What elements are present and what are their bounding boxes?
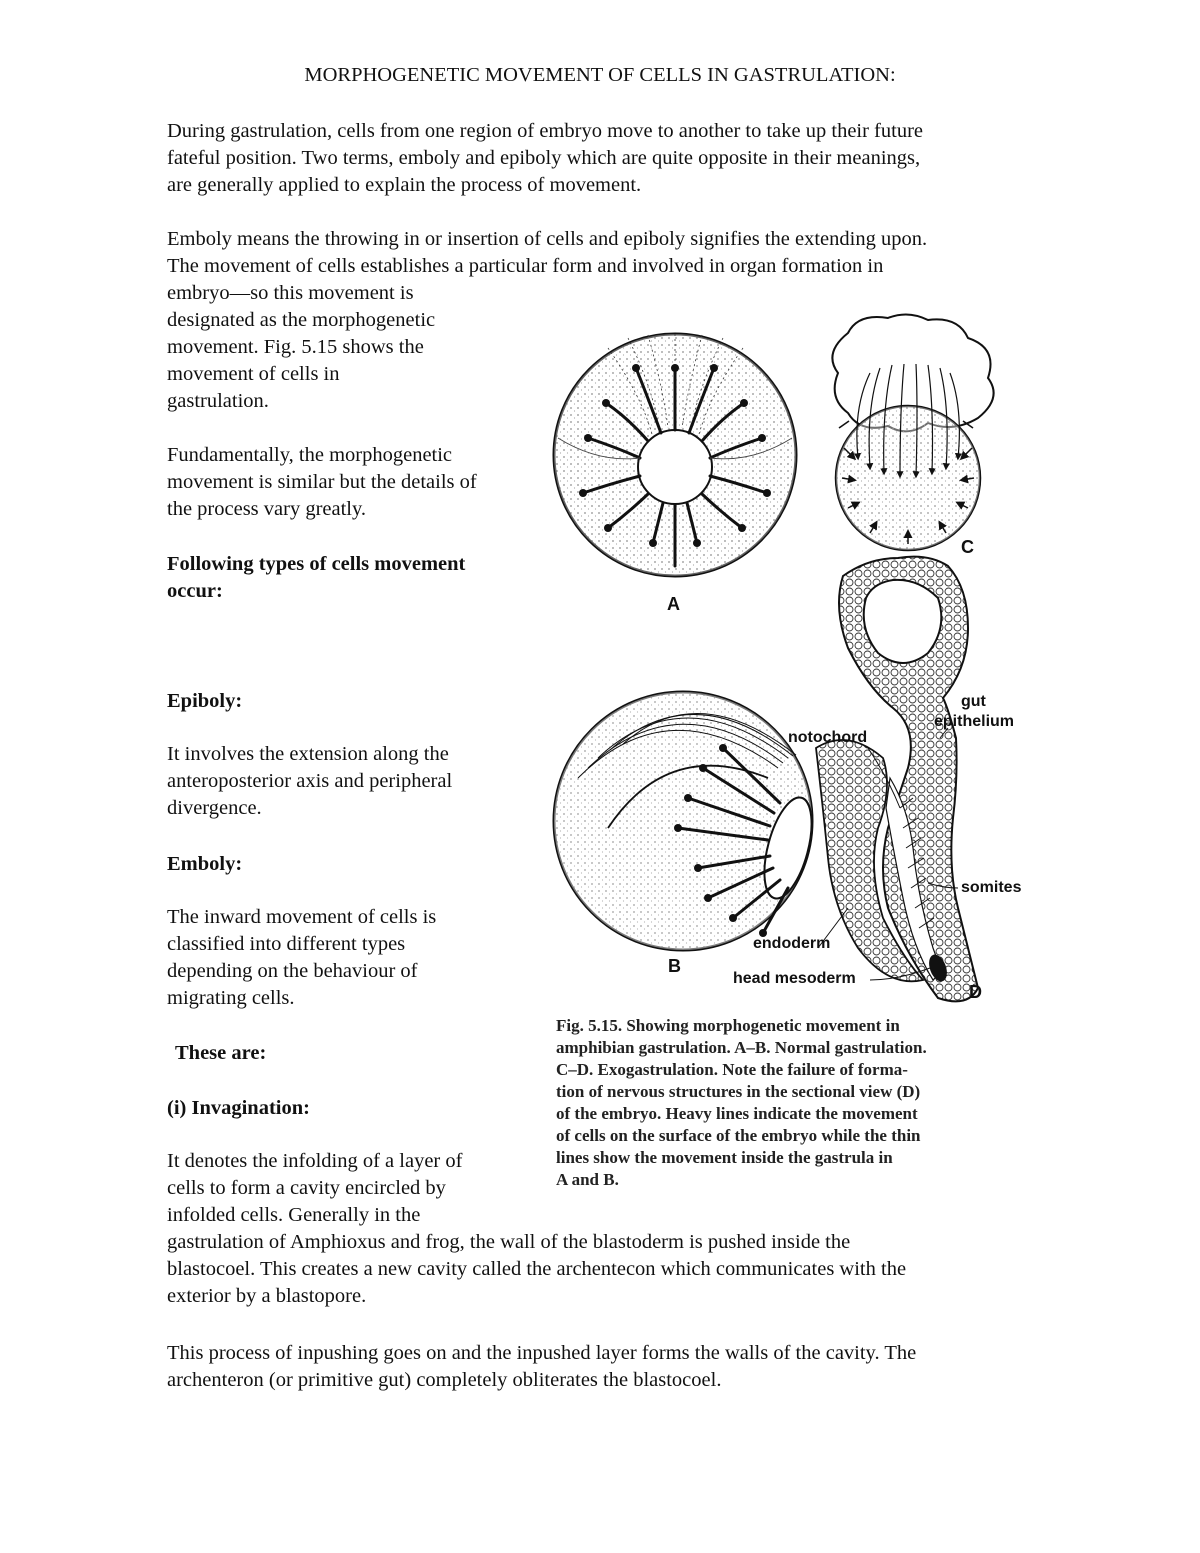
emboly-line-3: depending on the behaviour of xyxy=(167,960,418,982)
label-d: D xyxy=(969,982,982,1002)
caption-line-5: of the embryo. Heavy lines indicate the movement xyxy=(556,1104,918,1123)
para2-line-3: embryo—so this movement is xyxy=(167,282,414,304)
emboly-line-4: migrating cells. xyxy=(167,987,295,1009)
intro-line-3: are generally applied to explain the process of movement. xyxy=(167,174,642,196)
types-heading-line-1: Following types of cells movement xyxy=(167,553,466,575)
invagination-line-6: exterior by a blastopore. xyxy=(167,1285,367,1307)
emboly-line-2: classified into different types xyxy=(167,933,406,955)
label-c: C xyxy=(961,537,974,557)
caption-line-3: C–D. Exogastrulation. Note the failure of forma- xyxy=(556,1060,908,1079)
these-are-heading: These are: xyxy=(175,1042,267,1064)
intro-line-1: During gastrulation, cells from one region of embryo move to another to take up their future xyxy=(167,120,924,142)
para2-line-1: Emboly means the throwing in or insertion of cells and epiboly signifies the extending upon. xyxy=(167,228,928,250)
invagination-line-4: gastrulation of Amphioxus and frog, the wall of the blastoderm is pushed inside the xyxy=(167,1231,851,1253)
invagination-line-2: cells to form a cavity encircled by xyxy=(167,1177,446,1199)
caption-line-1: Fig. 5.15. Showing morphogenetic movement in xyxy=(556,1016,900,1035)
epiboly-line-2: anteroposterior axis and peripheral xyxy=(167,770,453,792)
caption-line-6: of cells on the surface of the embryo while the thin xyxy=(556,1126,921,1145)
types-heading-line-2: occur: xyxy=(167,580,223,602)
caption-line-7: lines show the movement inside the gastrula in xyxy=(556,1148,893,1167)
page-title: MORPHOGENETIC MOVEMENT OF CELLS IN GASTRULATION: xyxy=(304,64,896,86)
para2-line-4: designated as the morphogenetic xyxy=(167,309,436,331)
caption-line-4: tion of nervous structures in the sectional view (D) xyxy=(556,1082,921,1101)
label-endoderm: endoderm xyxy=(753,935,831,952)
invagination-heading: (i) Invagination: xyxy=(167,1097,310,1119)
diagram-a xyxy=(554,334,796,576)
epiboly-heading: Epiboly: xyxy=(167,690,243,712)
final-line-1: This process of inpushing goes on and the inpushed layer forms the walls of the cavity. The xyxy=(167,1342,917,1364)
diagram-c xyxy=(832,314,993,550)
invagination-line-5: blastocoel. This creates a new cavity called the archentecon which communicates with the xyxy=(167,1258,907,1280)
para2-line-5: movement. Fig. 5.15 shows the xyxy=(167,336,424,358)
label-notochord: notochord xyxy=(788,729,868,746)
para2-line-2: The movement of cells establishes a particular form and involved in organ formation in xyxy=(167,255,884,277)
invagination-line-3: infolded cells. Generally in the xyxy=(167,1204,421,1226)
invagination-line-1: It denotes the infolding of a layer of xyxy=(167,1150,463,1172)
label-head-mesoderm: head mesoderm xyxy=(733,970,856,987)
label-gut: gut xyxy=(961,693,986,710)
para3-line-1: Fundamentally, the morphogenetic xyxy=(167,444,453,466)
label-a: A xyxy=(667,594,680,614)
label-somites: somites xyxy=(961,879,1022,896)
label-epithelium: epithelium xyxy=(934,713,1015,730)
diagram-b xyxy=(554,692,821,950)
caption-line-8: A and B. xyxy=(556,1170,619,1189)
figure-caption xyxy=(556,1015,1038,1191)
emboly-heading: Emboly: xyxy=(167,853,243,875)
caption-line-2: amphibian gastrulation. A–B. Normal gastrulation. xyxy=(556,1038,927,1057)
emboly-line-1: The inward movement of cells is xyxy=(167,906,437,928)
diagram-d xyxy=(816,557,978,1002)
para3-line-3: the process vary greatly. xyxy=(167,498,367,520)
final-line-2: archenteron (or primitive gut) completely obliterates the blastocoel. xyxy=(167,1369,722,1391)
para2-line-7: gastrulation. xyxy=(167,390,269,412)
epiboly-line-3: divergence. xyxy=(167,797,262,819)
epiboly-line-1: It involves the extension along the xyxy=(167,743,449,765)
para2-line-6: movement of cells in xyxy=(167,363,340,385)
para3-line-2: movement is similar but the details of xyxy=(167,471,477,493)
label-b: B xyxy=(668,956,681,976)
intro-line-2: fateful position. Two terms, emboly and epiboly which are quite opposite in their meanings, xyxy=(167,147,921,169)
gastrulation-figure xyxy=(548,308,1068,1020)
